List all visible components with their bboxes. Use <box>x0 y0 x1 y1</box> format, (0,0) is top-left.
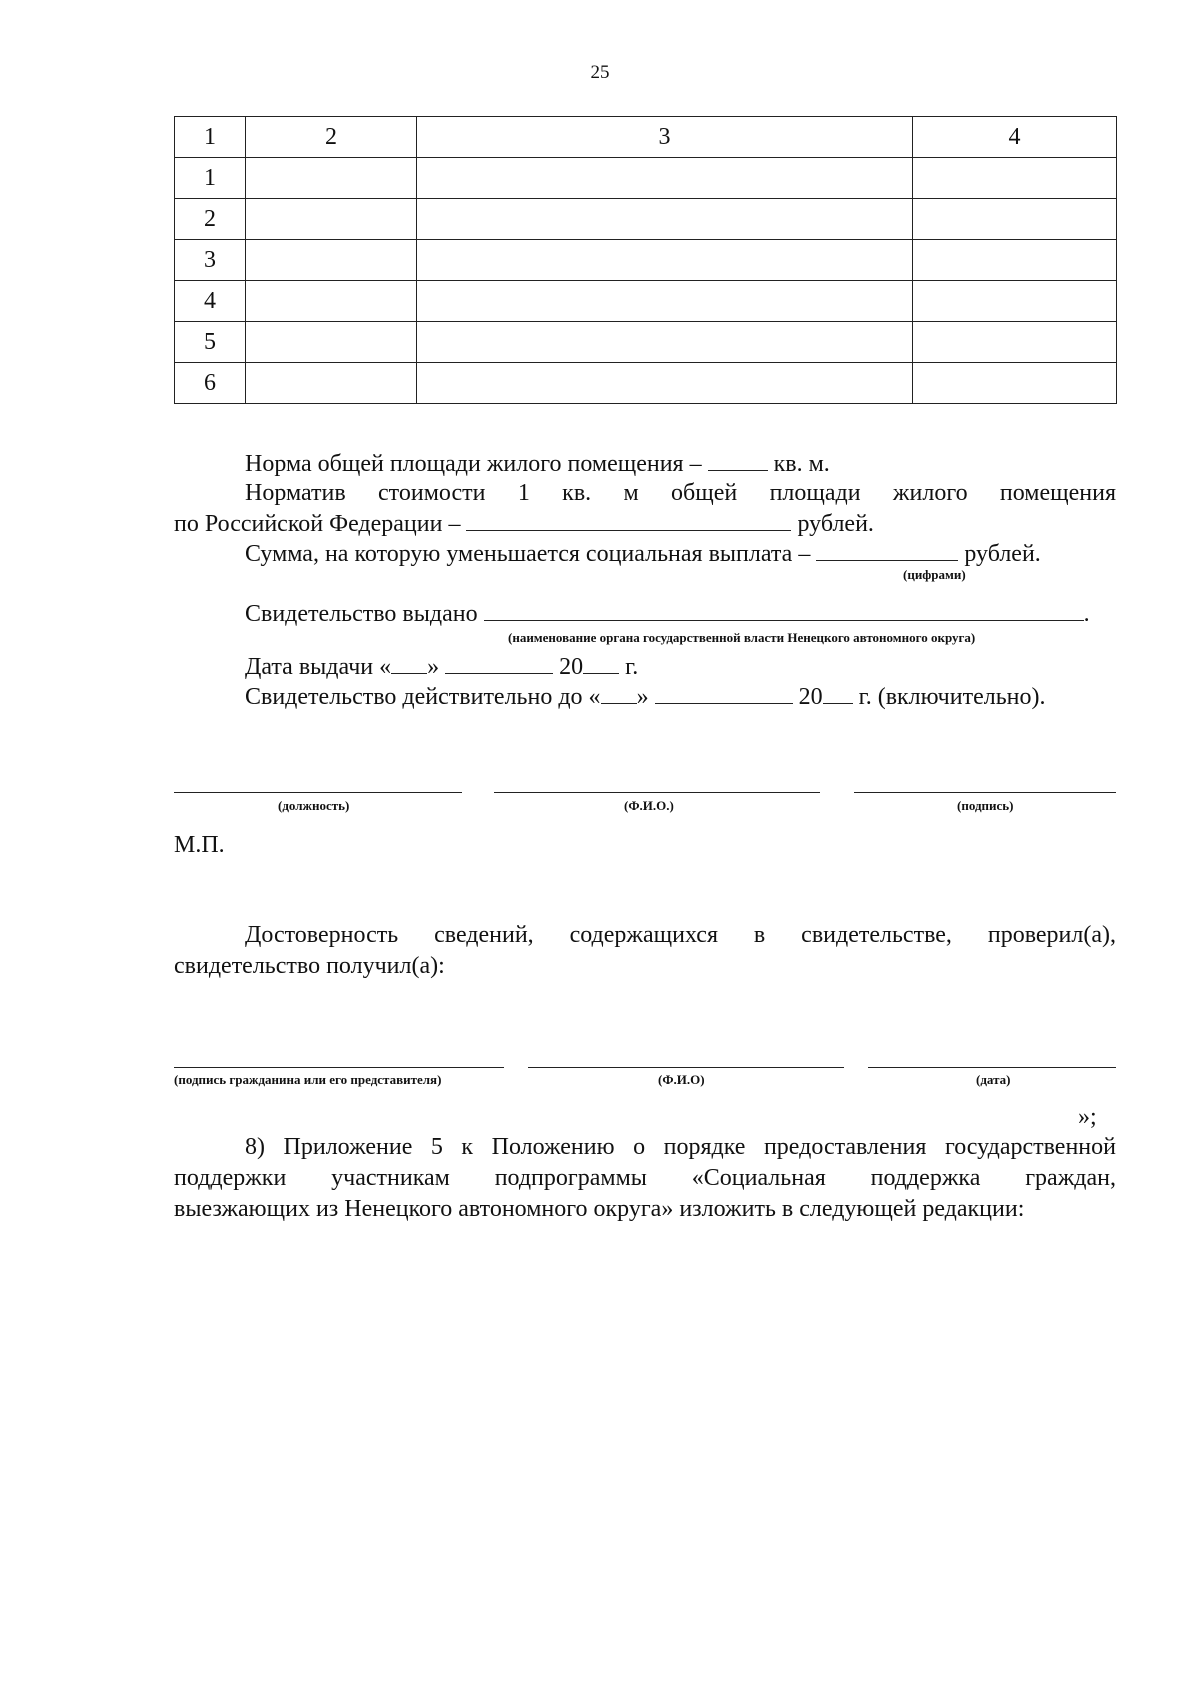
table-cell <box>417 281 913 322</box>
reduction-suffix: рублей. <box>964 541 1041 567</box>
valid-until-line <box>245 681 1046 712</box>
reduction-caption: (цифрами) <box>903 567 966 582</box>
stamp-label: М.П. <box>174 832 225 858</box>
verification-line1: Достоверность сведений, содержащихся в свидетельстве, проверил(а), <box>245 922 1116 948</box>
norm-cost-prefix: по Российской Федерации – <box>174 511 461 537</box>
table-row <box>175 363 1117 404</box>
issued-by-blank <box>484 598 1084 621</box>
table-cell <box>246 363 417 404</box>
issue-date-open: Дата выдачи « <box>245 654 392 680</box>
table-cell <box>246 158 417 199</box>
issue-date-year-blank <box>583 651 619 674</box>
table-header-row <box>175 117 1117 158</box>
fio-caption: (Ф.И.О.) <box>624 798 674 813</box>
issued-by-end: . <box>1083 601 1090 627</box>
norm-area-line <box>245 448 830 479</box>
table-cell: 6 <box>175 363 246 404</box>
citizen-date-caption: (дата) <box>976 1072 1011 1087</box>
issue-date-day-blank <box>391 651 427 674</box>
table-cell <box>246 322 417 363</box>
closing-quote: »; <box>1078 1104 1097 1130</box>
table-cell <box>417 322 913 363</box>
table-cell <box>913 158 1117 199</box>
table-cell <box>913 322 1117 363</box>
reduction-line <box>245 538 1041 569</box>
norm-area-prefix: Норма общей площади жилого помещения – <box>245 451 702 477</box>
valid-until-g: г. (включительно). <box>858 684 1046 710</box>
item8-line1: 8) Приложение 5 к Положению о порядке предоставления государственной <box>245 1134 1116 1160</box>
citizen-date-line <box>868 1067 1116 1068</box>
table-header-cell: 3 <box>417 117 913 158</box>
table-cell <box>246 281 417 322</box>
table-cell <box>913 363 1117 404</box>
citizen-signature-caption: (подпись гражданина или его представителя) <box>174 1072 442 1087</box>
reduction-blank <box>816 538 958 561</box>
norm-cost-blank <box>466 508 791 531</box>
signature-caption: (подпись) <box>957 798 1014 813</box>
table-cell: 1 <box>175 158 246 199</box>
table-cell <box>913 240 1117 281</box>
item8-line3: выезжающих из Ненецкого автономного округа» изложить в следующей редакции: <box>174 1196 1025 1222</box>
table-cell <box>913 199 1117 240</box>
table-cell: 4 <box>175 281 246 322</box>
valid-until-close: » <box>636 684 649 710</box>
table-cell: 2 <box>175 199 246 240</box>
valid-until-open: Свидетельство действительно до « <box>245 684 601 710</box>
table-row <box>175 158 1117 199</box>
table-cell: 3 <box>175 240 246 281</box>
citizen-fio-caption: (Ф.И.О) <box>658 1072 705 1087</box>
table-cell <box>246 240 417 281</box>
valid-until-day-blank <box>601 681 637 704</box>
table-row <box>175 199 1117 240</box>
issue-date-close: » <box>427 654 440 680</box>
table-cell <box>246 199 417 240</box>
issue-date-month-blank <box>445 651 553 674</box>
table-row <box>175 240 1117 281</box>
table-row <box>175 281 1117 322</box>
issue-date-line <box>245 651 638 682</box>
table-cell <box>417 240 913 281</box>
data-table <box>174 116 1117 404</box>
issued-by-line <box>245 598 1090 629</box>
valid-until-month-blank <box>655 681 793 704</box>
fio-line <box>494 792 820 793</box>
valid-until-century: 20 <box>798 684 823 710</box>
table-row <box>175 322 1117 363</box>
table-cell <box>913 281 1117 322</box>
issue-date-g: г. <box>625 654 639 680</box>
table-cell <box>417 363 913 404</box>
item8-line2: поддержки участникам подпрограммы «Социальная поддержка граждан, <box>174 1165 1116 1191</box>
page-number: 25 <box>590 62 610 83</box>
valid-until-year-blank <box>823 681 853 704</box>
table-cell: 5 <box>175 322 246 363</box>
norm-cost-suffix: рублей. <box>797 511 874 537</box>
table-header-cell: 4 <box>913 117 1117 158</box>
reduction-prefix: Сумма, на которую уменьшается социальная выплата – <box>245 541 811 567</box>
issued-by-prefix: Свидетельство выдано <box>245 601 478 627</box>
position-line <box>174 792 462 793</box>
issue-date-century: 20 <box>559 654 584 680</box>
signature-line <box>854 792 1116 793</box>
table-cell <box>417 199 913 240</box>
citizen-signature-line <box>174 1067 504 1068</box>
table-cell <box>417 158 913 199</box>
norm-area-blank <box>708 448 768 471</box>
norm-cost-line2 <box>174 508 874 539</box>
verification-line2: свидетельство получил(а): <box>174 953 445 979</box>
norm-area-suffix: кв. м. <box>773 451 830 477</box>
position-caption: (должность) <box>278 798 350 813</box>
table-header-cell: 2 <box>246 117 417 158</box>
norm-cost-line1: Норматив стоимости 1 кв. м общей площади жилого помещения <box>245 480 1116 506</box>
citizen-fio-line <box>528 1067 844 1068</box>
issued-by-caption: (наименование органа государственной власти Ненецкого автономного округа) <box>508 630 976 645</box>
table-header-cell: 1 <box>175 117 246 158</box>
